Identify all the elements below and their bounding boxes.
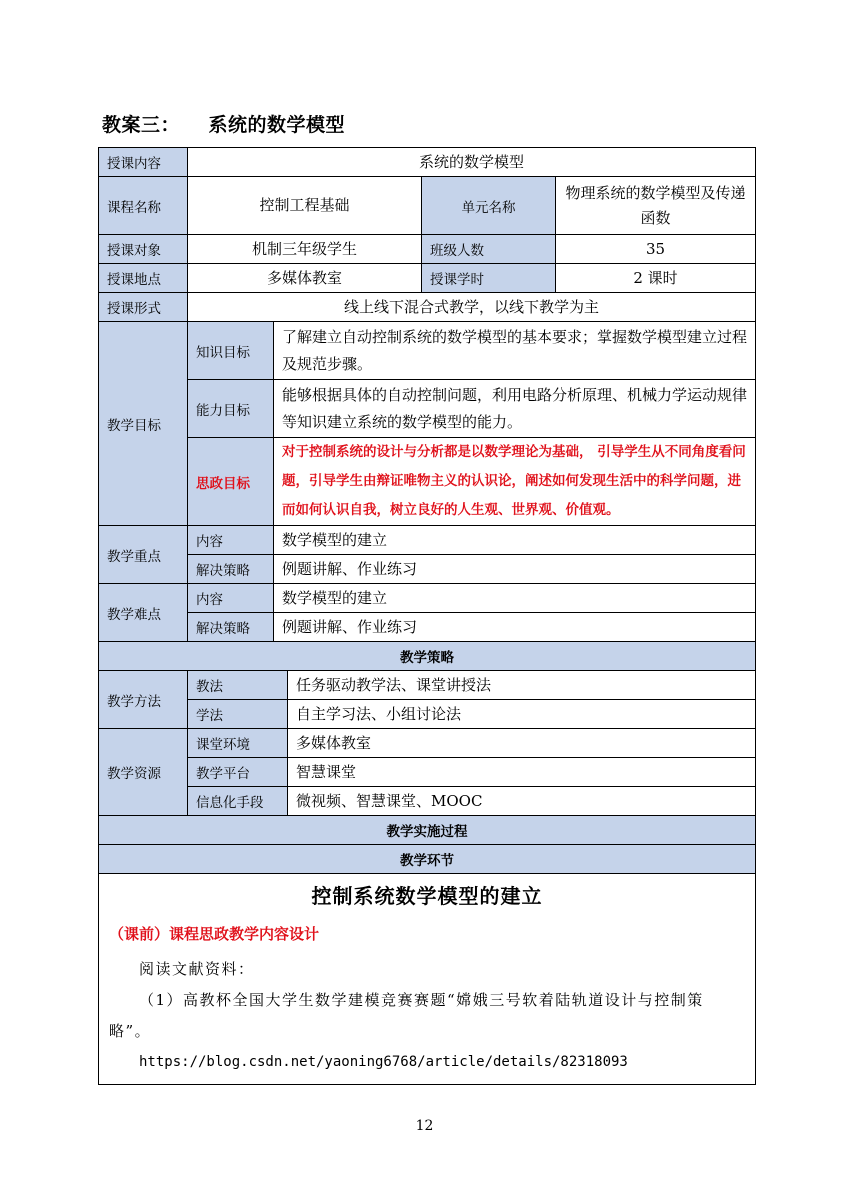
reference-link[interactable]: https://blog.csdn.net/yaoning6768/article/details/82318093 bbox=[139, 1054, 628, 1070]
key-strategy-label: 解决策略 bbox=[188, 555, 274, 584]
row-stage-band bbox=[99, 845, 756, 874]
teach-method-label: 教法 bbox=[188, 671, 288, 700]
row-difficulty-strategy bbox=[99, 613, 756, 642]
methods-label: 教学方法 bbox=[99, 671, 188, 729]
learn-method-value: 自主学习法、小组讨论法 bbox=[288, 700, 756, 729]
difficulty-strategy-label: 解决策略 bbox=[188, 613, 274, 642]
audience-value: 机制三年级学生 bbox=[188, 235, 422, 264]
difficulty-content-value: 数学模型的建立 bbox=[274, 584, 756, 613]
ability-goal-value: 能够根据具体的自动控制问题，利用电路分析原理、机械力学运动规律等知识建立系统的数学模型的能力。 bbox=[274, 380, 756, 438]
learn-method-label: 学法 bbox=[188, 700, 288, 729]
ability-goal-label: 能力目标 bbox=[188, 380, 274, 438]
knowledge-goal-label: 知识目标 bbox=[188, 322, 274, 380]
row-strategy-band bbox=[99, 642, 756, 671]
platform-label: 教学平台 bbox=[188, 758, 288, 787]
topic-value: 系统的数学模型 bbox=[188, 148, 756, 177]
body-heading: 控制系统数学模型的建立 bbox=[311, 884, 543, 908]
difficulty-content-label: 内容 bbox=[188, 584, 274, 613]
page-number: 12 bbox=[415, 1118, 434, 1134]
row-body bbox=[99, 874, 756, 1085]
difficulty-strategy-value: 例题讲解、作业练习 bbox=[274, 613, 756, 642]
info-means-value: 微视频、智慧课堂、MOOC bbox=[288, 787, 756, 816]
row-key-content bbox=[99, 526, 756, 555]
environment-value: 多媒体教室 bbox=[288, 729, 756, 758]
row-key-strategy bbox=[99, 555, 756, 584]
row-audience bbox=[99, 235, 756, 264]
format-label: 授课形式 bbox=[99, 293, 188, 322]
row-course bbox=[99, 177, 756, 235]
class-size-label: 班级人数 bbox=[422, 235, 556, 264]
row-format bbox=[99, 293, 756, 322]
difficulties-label: 教学难点 bbox=[99, 584, 188, 642]
body-cell bbox=[99, 874, 756, 1085]
topic-label: 授课内容 bbox=[99, 148, 188, 177]
strategy-band: 教学策略 bbox=[99, 642, 756, 671]
class-size-value: 35 bbox=[556, 235, 756, 264]
row-process-band bbox=[99, 816, 756, 845]
row-difficulty-content bbox=[99, 584, 756, 613]
key-strategy-value: 例题讲解、作业练习 bbox=[274, 555, 756, 584]
platform-value: 智慧课堂 bbox=[288, 758, 756, 787]
row-info-means bbox=[99, 787, 756, 816]
teach-method-value: 任务驱动教学法、课堂讲授法 bbox=[288, 671, 756, 700]
resources-label: 教学资源 bbox=[99, 729, 188, 816]
format-value: 线上线下混合式教学，以线下教学为主 bbox=[188, 293, 756, 322]
row-ability-goal bbox=[99, 380, 756, 438]
body-subheading: （课前）课程思政教学内容设计 bbox=[109, 925, 320, 943]
page-title: 教案三： 系统的数学模型 bbox=[102, 114, 345, 136]
location-label: 授课地点 bbox=[99, 264, 188, 293]
row-learn-method bbox=[99, 700, 756, 729]
row-teach-method bbox=[99, 671, 756, 700]
environment-label: 课堂环境 bbox=[188, 729, 288, 758]
audience-label: 授课对象 bbox=[99, 235, 188, 264]
knowledge-goal-value: 了解建立自动控制系统的数学模型的基本要求；掌握数学模型建立过程及规范步骤。 bbox=[274, 322, 756, 380]
body-paragraph-reading: 阅读文献资料： bbox=[139, 960, 255, 978]
course-value: 控制工程基础 bbox=[188, 177, 422, 235]
info-means-label: 信息化手段 bbox=[188, 787, 288, 816]
ideology-goal-label: 思政目标 bbox=[188, 438, 274, 526]
ideology-goal-value: 对于控制系统的设计与分析都是以数学理论为基础， 引导学生从不同角度看问题，引导学生由辩证唯物主义的认识论，阐述如何发现生活中的科学问题，进而如何认识自我，树立良好的人生观、世界观、价值观。 bbox=[274, 438, 756, 526]
key-content-label: 内容 bbox=[188, 526, 274, 555]
unit-label: 单元名称 bbox=[422, 177, 556, 235]
hours-label: 授课学时 bbox=[422, 264, 556, 293]
hours-value: 2 课时 bbox=[556, 264, 756, 293]
location-value: 多媒体教室 bbox=[188, 264, 422, 293]
key-content-value: 数学模型的建立 bbox=[274, 526, 756, 555]
row-location bbox=[99, 264, 756, 293]
row-ideology-goal bbox=[99, 438, 756, 526]
row-environment bbox=[99, 729, 756, 758]
unit-value: 物理系统的数学模型及传递函数 bbox=[556, 177, 756, 235]
row-platform bbox=[99, 758, 756, 787]
objectives-label: 教学目标 bbox=[99, 322, 188, 526]
key-points-label: 教学重点 bbox=[99, 526, 188, 584]
course-label: 课程名称 bbox=[99, 177, 188, 235]
body-paragraph-reference: （1）高教杯全国大学生数学建模竞赛赛题“嫦娥三号软着陆轨道设计与控制策略”。 bbox=[109, 991, 704, 1040]
row-topic bbox=[99, 148, 756, 177]
process-band: 教学实施过程 bbox=[99, 816, 756, 845]
lesson-plan-table bbox=[98, 147, 756, 1085]
row-knowledge-goal bbox=[99, 322, 756, 380]
stage-band: 教学环节 bbox=[99, 845, 756, 874]
